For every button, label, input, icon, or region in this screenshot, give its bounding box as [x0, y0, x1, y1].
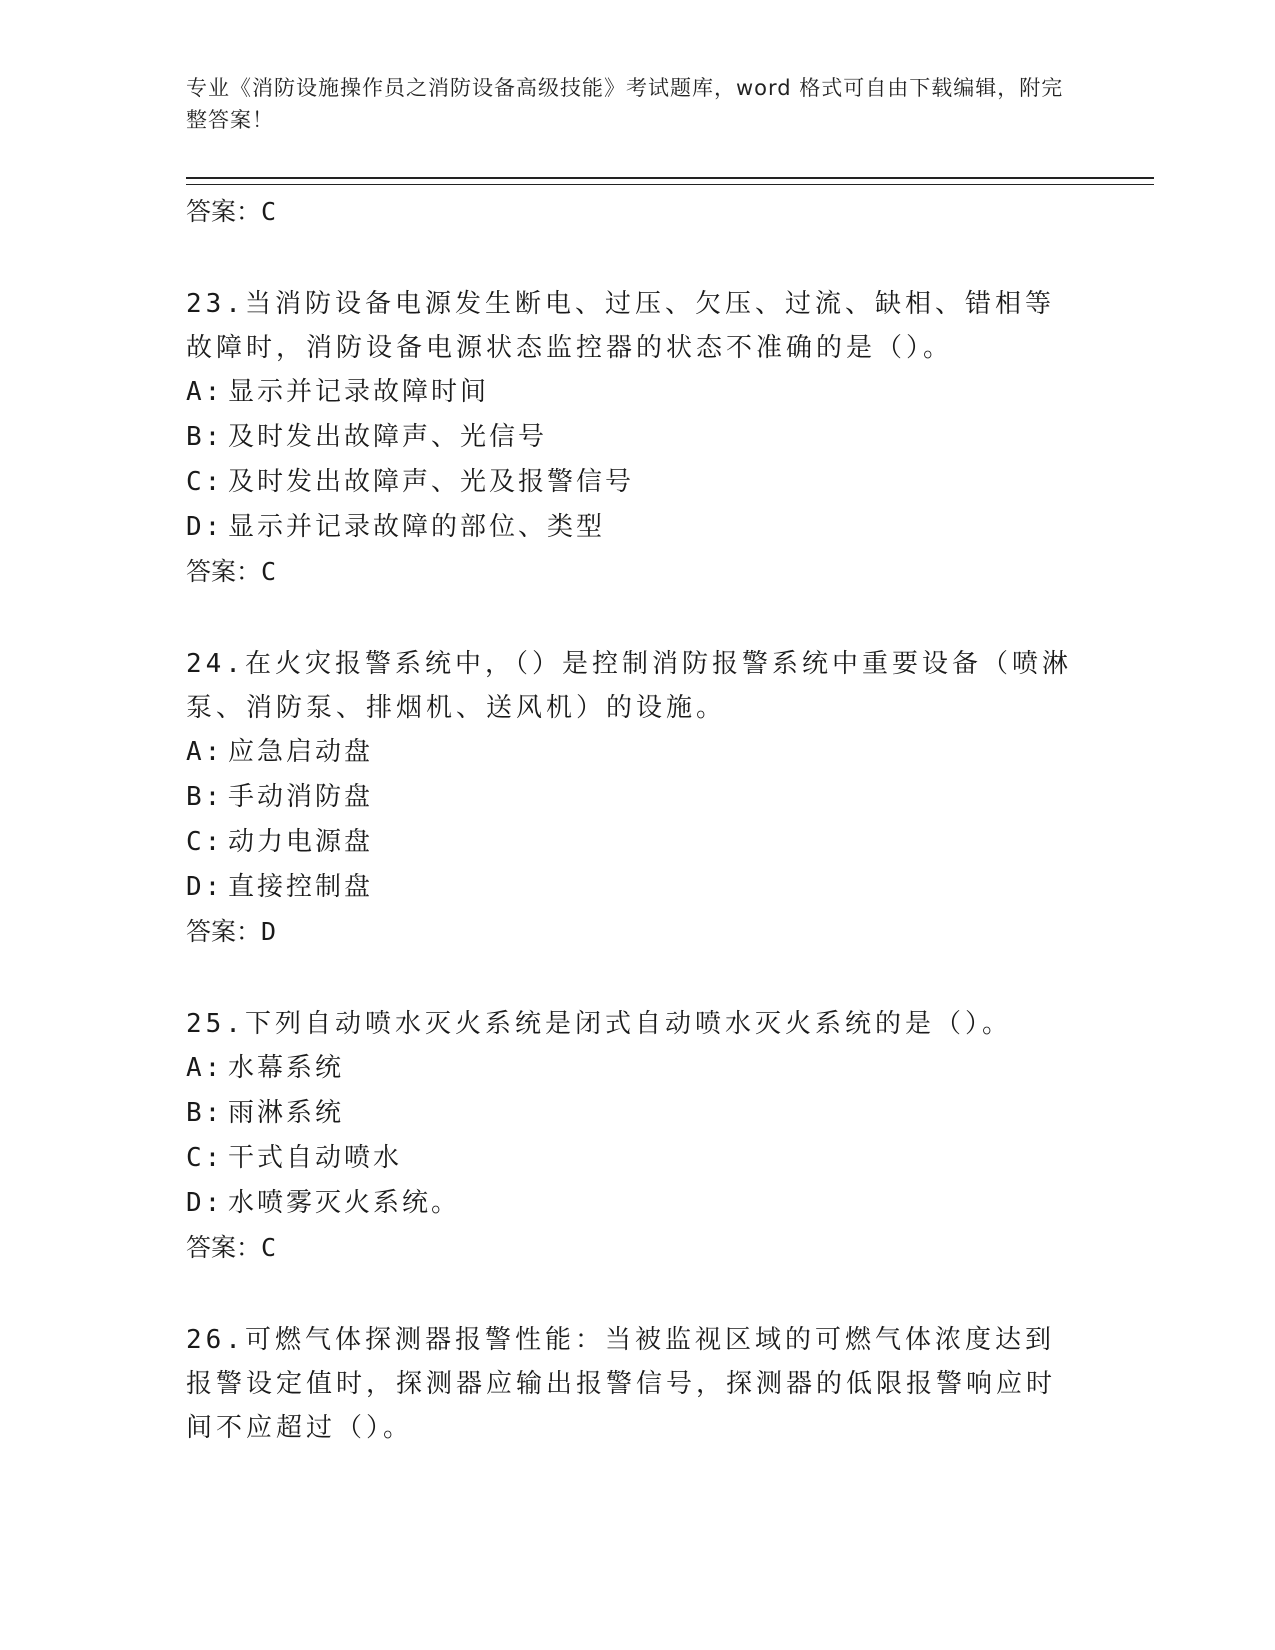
option-text: 动力电源盘: [228, 827, 374, 857]
option-c: [186, 820, 1076, 865]
answer-label: 答案：: [186, 1233, 262, 1262]
question-stem: 25.下列自动喷水灭火系统是闭式自动喷水灭火系统的是（）。: [186, 1009, 1012, 1039]
option-text: 显示并记录故障的部位、类型: [228, 512, 606, 542]
option-d: [186, 1181, 1076, 1226]
answer-label: 答案：: [186, 197, 262, 226]
document-header: 专业《消防设施操作员之消防设备高级技能》考试题库，word 格式可自由下载编辑，附完整答案！: [186, 76, 1064, 132]
option-key: D:: [186, 512, 224, 542]
header-divider-thin: [186, 184, 1154, 185]
question-list: [186, 190, 1076, 1450]
option-text: 水喷雾灭火系统。: [228, 1188, 461, 1218]
answer-line: [186, 1226, 1076, 1270]
option-key: A:: [186, 1053, 224, 1083]
option-text: 及时发出故障声、光信号: [228, 422, 548, 452]
option-key: D:: [186, 872, 224, 902]
option-b: [186, 415, 1076, 460]
answer-label: 答案：: [186, 557, 262, 586]
option-a: [186, 370, 1076, 415]
option-text: 水幕系统: [228, 1053, 345, 1083]
option-key: C:: [186, 1143, 224, 1173]
option-b: [186, 1091, 1076, 1136]
option-d: [186, 505, 1076, 550]
answer-label: 答案：: [186, 917, 262, 946]
question-stem: 23.当消防设备电源发生断电、过压、欠压、过流、缺相、错相等故障时，消防设备电源状态监控器的状态不准确的是（）。: [186, 289, 1055, 363]
answer-line: [186, 910, 1076, 954]
option-text: 雨淋系统: [228, 1098, 345, 1128]
option-key: D:: [186, 1188, 224, 1218]
option-c: [186, 460, 1076, 505]
answer-value: C: [261, 1233, 277, 1262]
option-key: B:: [186, 782, 224, 812]
option-d: [186, 865, 1076, 910]
question-item: [186, 1002, 1076, 1270]
answer-value: C: [261, 197, 277, 226]
option-c: [186, 1136, 1076, 1181]
option-text: 手动消防盘: [228, 782, 374, 812]
answer-value: C: [261, 557, 277, 586]
answer-line: [186, 190, 1076, 234]
option-key: A:: [186, 377, 224, 407]
option-text: 显示并记录故障时间: [228, 377, 490, 407]
answer-line: [186, 550, 1076, 594]
option-text: 干式自动喷水: [228, 1143, 403, 1173]
question-item: [186, 282, 1076, 594]
option-text: 及时发出故障声、光及报警信号: [228, 467, 635, 497]
question-stem: 26.可燃气体探测器报警性能：当被监视区域的可燃气体浓度达到报警设定值时，探测器应输出报警信号，探测器的低限报警响应时间不应超过（）。: [186, 1325, 1057, 1443]
option-key: C:: [186, 467, 224, 497]
question-item: [186, 642, 1076, 954]
answer-value: D: [261, 917, 277, 946]
question-stem: 24.在火灾报警系统中，（）是控制消防报警系统中重要设备（喷淋泵、消防泵、排烟机、送风机）的设施。: [186, 649, 1072, 723]
header-divider-thick: [186, 177, 1154, 179]
option-key: B:: [186, 1098, 224, 1128]
option-a: [186, 1046, 1076, 1091]
option-key: C:: [186, 827, 224, 857]
option-b: [186, 775, 1076, 820]
option-text: 应急启动盘: [228, 737, 374, 767]
option-text: 直接控制盘: [228, 872, 374, 902]
question-item: [186, 1318, 1076, 1450]
option-key: A:: [186, 737, 224, 767]
option-a: [186, 730, 1076, 775]
option-key: B:: [186, 422, 224, 452]
